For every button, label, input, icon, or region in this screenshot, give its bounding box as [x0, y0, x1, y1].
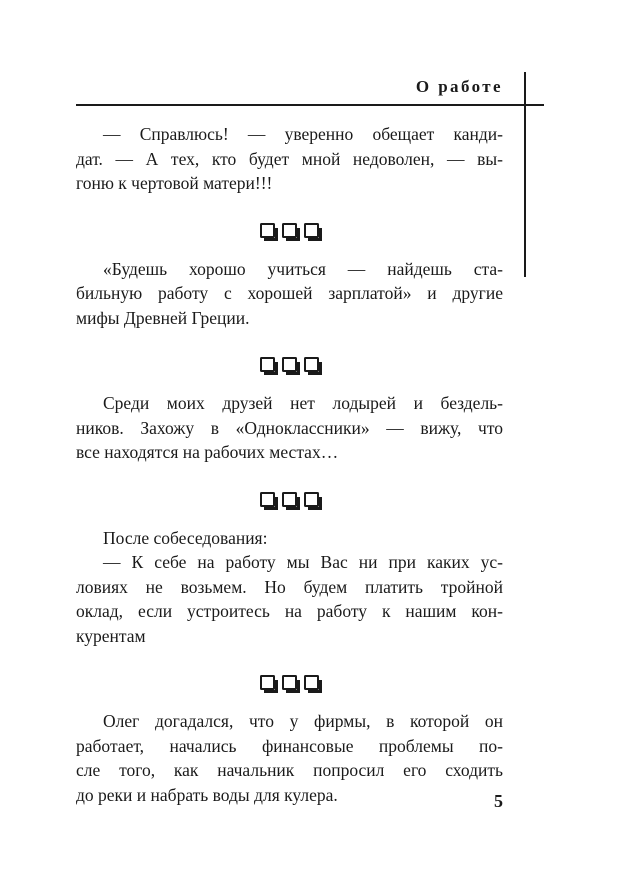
square-dingbat-icon	[304, 492, 319, 507]
joke-paragraph	[76, 257, 503, 331]
square-dingbat-icon	[282, 675, 297, 690]
joke-paragraph	[76, 526, 503, 649]
square-dingbat-icon	[282, 492, 297, 507]
text-line: ловиях не возьмем. Но будем платить тройной	[76, 576, 503, 597]
text-line: все находятся на рабочих местах…	[76, 442, 339, 462]
page-body	[76, 122, 503, 807]
section-separator	[76, 492, 503, 508]
text-line: бильную работу с хорошей зарплатой» и другие	[76, 283, 503, 303]
text-line: — К себе на работу мы Вас ни при каких ус-	[103, 552, 503, 572]
text-line: оклад, если устроитесь на работу к нашим кон-	[76, 601, 503, 621]
text-line: дат. — А тех, кто будет мной недоволен, — вы-	[76, 148, 503, 169]
text-line: ников. Захожу в «Одноклассники» — вижу, что	[76, 417, 503, 438]
square-dingbat-icon	[304, 357, 319, 372]
joke-paragraph	[76, 391, 503, 465]
text-line: сле того, как начальник попросил его сходить	[76, 760, 503, 780]
text-line: до реки и набрать воды для кулера.	[76, 784, 338, 805]
square-dingbat-icon	[260, 357, 275, 372]
running-header: О работе	[415, 77, 503, 96]
text-line: курентам	[76, 625, 146, 646]
text-line: — Справлюсь! — уверенно обещает канди-	[103, 124, 503, 144]
text-line: После собеседования:	[103, 527, 268, 548]
section-separator	[76, 357, 503, 373]
text-line: Среди моих друзей нет лодырей и бездель-	[103, 393, 503, 413]
square-dingbat-icon	[260, 223, 275, 238]
margin-rule	[524, 72, 526, 277]
square-dingbat-icon	[282, 357, 297, 372]
square-dingbat-icon	[304, 675, 319, 690]
text-line: мифы Древней Греции.	[76, 307, 250, 328]
text-line: «Будешь хорошо учиться — найдешь ста-	[103, 258, 503, 279]
section-separator	[76, 675, 503, 691]
section-separator	[76, 223, 503, 239]
header-rule	[76, 104, 544, 106]
square-dingbat-icon	[260, 492, 275, 507]
square-dingbat-icon	[304, 223, 319, 238]
square-dingbat-icon	[282, 223, 297, 238]
text-line: Олег догадался, что у фирмы, в которой он	[103, 711, 503, 731]
page-number: 5	[494, 791, 503, 811]
joke-paragraph	[76, 709, 503, 807]
square-dingbat-icon	[260, 675, 275, 690]
text-line: гоню к чертовой матери!!!	[76, 173, 273, 193]
text-line: работает, начались финансовые проблемы по-	[76, 735, 503, 756]
joke-paragraph	[76, 122, 503, 196]
